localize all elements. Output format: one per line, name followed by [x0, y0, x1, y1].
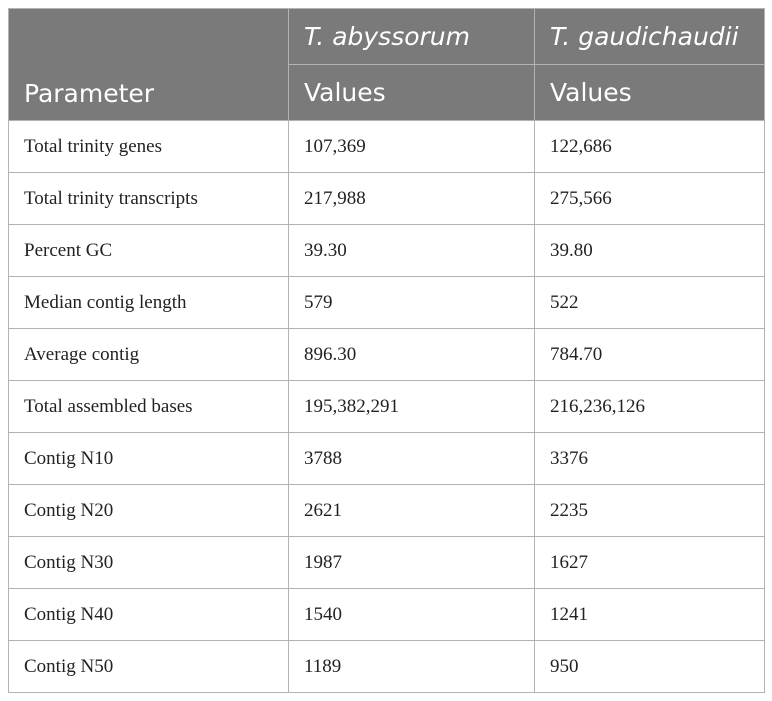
cell-parameter: Total trinity genes — [9, 121, 289, 173]
table-row — [9, 277, 765, 329]
cell-abyssorum: 1189 — [289, 641, 535, 693]
cell-abyssorum: 2621 — [289, 485, 535, 537]
cell-abyssorum: 579 — [289, 277, 535, 329]
cell-gaudichaudii: 122,686 — [535, 121, 765, 173]
cell-parameter: Total trinity transcripts — [9, 173, 289, 225]
cell-abyssorum: 1987 — [289, 537, 535, 589]
header-values-gaudichaudii: Values — [535, 65, 765, 121]
table-row — [9, 329, 765, 381]
cell-parameter: Average contig — [9, 329, 289, 381]
cell-gaudichaudii: 2235 — [535, 485, 765, 537]
header-species-abyssorum: T. abyssorum — [289, 9, 535, 65]
table-body — [9, 121, 765, 693]
cell-abyssorum: 1540 — [289, 589, 535, 641]
table-header — [9, 9, 765, 121]
table-row — [9, 225, 765, 277]
table-row — [9, 641, 765, 693]
table-row — [9, 433, 765, 485]
cell-gaudichaudii: 950 — [535, 641, 765, 693]
table-row — [9, 537, 765, 589]
cell-gaudichaudii: 275,566 — [535, 173, 765, 225]
table-row — [9, 173, 765, 225]
header-species-gaudichaudii: T. gaudichaudii — [535, 9, 765, 65]
header-row-species — [9, 9, 765, 65]
table-row — [9, 381, 765, 433]
cell-abyssorum: 39.30 — [289, 225, 535, 277]
cell-parameter: Contig N50 — [9, 641, 289, 693]
cell-abyssorum: 896.30 — [289, 329, 535, 381]
table-row — [9, 589, 765, 641]
cell-abyssorum: 217,988 — [289, 173, 535, 225]
cell-parameter: Contig N10 — [9, 433, 289, 485]
table-row — [9, 485, 765, 537]
cell-parameter: Percent GC — [9, 225, 289, 277]
assembly-stats-table-container — [8, 8, 764, 693]
cell-gaudichaudii: 39.80 — [535, 225, 765, 277]
header-values-abyssorum: Values — [289, 65, 535, 121]
assembly-stats-table — [8, 8, 765, 693]
table-row — [9, 121, 765, 173]
cell-gaudichaudii: 3376 — [535, 433, 765, 485]
cell-abyssorum: 195,382,291 — [289, 381, 535, 433]
cell-abyssorum: 107,369 — [289, 121, 535, 173]
cell-gaudichaudii: 522 — [535, 277, 765, 329]
cell-parameter: Contig N20 — [9, 485, 289, 537]
cell-parameter: Median contig length — [9, 277, 289, 329]
cell-parameter: Contig N30 — [9, 537, 289, 589]
cell-gaudichaudii: 784.70 — [535, 329, 765, 381]
cell-gaudichaudii: 1241 — [535, 589, 765, 641]
header-parameter: Parameter — [9, 9, 289, 121]
cell-gaudichaudii: 1627 — [535, 537, 765, 589]
cell-parameter: Total assembled bases — [9, 381, 289, 433]
cell-gaudichaudii: 216,236,126 — [535, 381, 765, 433]
cell-abyssorum: 3788 — [289, 433, 535, 485]
cell-parameter: Contig N40 — [9, 589, 289, 641]
